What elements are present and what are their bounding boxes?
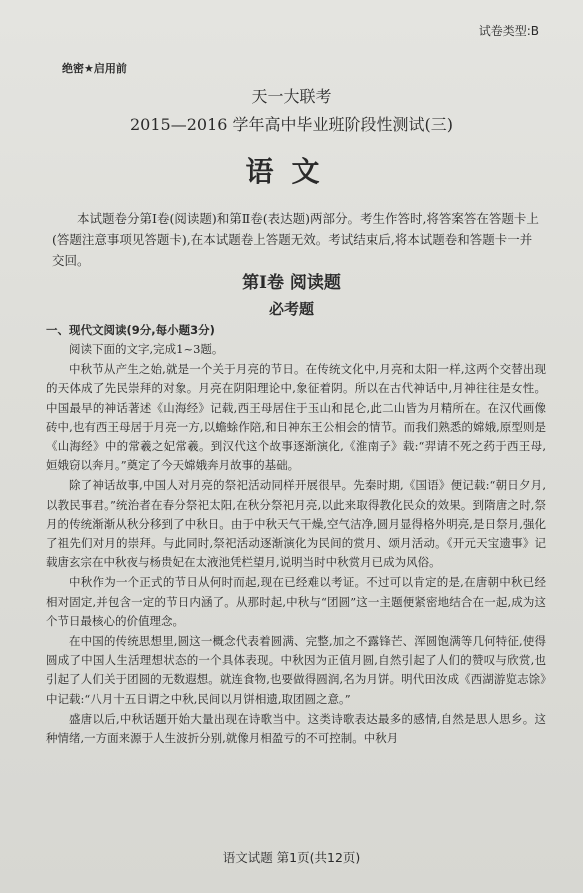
subject-title: 语文 — [245, 155, 338, 188]
passage-paragraph: 在中国的传统思想里,圆这一概念代表着圆满、完整,加之不露锋芒、浑圆饱满等几何特征,使得圆成了中国人生活理想状态的一个具体表现。中秋因为正值月圆,自然引起了人们的赞叹与欣赏,也引起了人们关于团圆的无数遐想。就连食物,也要做得圆润,名为月饼。明代田汝成《西湖游览志馀》中记载:“八月十五日谓之中秋,民间以月饼相遗,取团圆之意。” — [46, 634, 546, 706]
exam-title-line2: 2015—2016 学年高中毕业班阶段性测试(三) — [129, 115, 453, 134]
passage-paragraph: 除了神话故事,中国人对月亮的祭祀活动同样开展很早。先秦时期,《国语》便记载:“朝日夕月,以教民事君。”统治者在春分祭祀太阳,在秋分祭祀月亮,以此来取得教化民众的效果。到隋唐之时,祭月的传统渐渐从秋分移到了中秋日。由于中秋天气干燥,空气洁净,圆月显得格外明亮,是日祭月,强化了祖先们对月的崇拜。与此同时,祭祀活动逐渐演化为民间的赏月、颂月活动。《开元天宝遗事》记载唐玄宗在中秋夜与杨贵妃在太液池凭栏望月,说明当时中秋赏月已成为风俗。 — [46, 478, 546, 570]
section-title: 必考题 — [268, 300, 314, 318]
instructions-text: 本试题卷分第Ⅰ卷(阅读题)和第Ⅱ卷(表达题)两部分。考生作答时,将答案答在答题卡上(答题注意事项见答题卡),在本试题卷上答题无效。考试结束后,将本试题卷和答题卡一并交回。 — [52, 211, 539, 268]
passage-paragraph: 中秋节从产生之始,就是一个关于月亮的节日。在传统文化中,月亮和太阳一样,这两个交替出现的天体成了先民崇拜的对象。月亮在阴阳理论中,象征着阴。所以在古代神话中,月神往往是女性。中国最早的神话著述《山海经》记载,西王母居住于玉山和昆仑,此二山皆为月精所在。在汉代画像砖中,也有西王母居于月亮一方,以蟾蜍作陪,和日神东王公相会的情节。而我们熟悉的嫦娥,原型则是《山海经》中的常羲之妃常羲。到汉代这个故事逐渐演化,《淮南子》载:“羿请不死之药于西王母,姮娥窃以奔月。”奠定了今天嫦娥奔月故事的基础。 — [46, 362, 546, 473]
confidential-mark: 绝密★启用前 — [62, 62, 127, 75]
passage-paragraph: 中秋作为一个正式的节日从何时而起,现在已经难以考证。不过可以肯定的是,在唐朝中秋已经相对固定,并包含一定的节日内涵了。从那时起,中秋与“团圆”这一主题便紧密地结合在一起,成为这个节日最核心的价值理念。 — [46, 575, 546, 628]
question-header: 一、现代文阅读(9分,每小题3分) — [46, 323, 215, 337]
passage-paragraph: 阅读下面的文字,完成1~3题。 — [69, 342, 224, 356]
passage-paragraph: 盛唐以后,中秋话题开始大量出现在诗歌当中。这类诗歌表达最多的感情,自然是思人思乡。这种情绪,一方面来源于人生波折分别,就像月相盈亏的不可控制。中秋月 — [46, 711, 546, 746]
exam-title-line1: 天一大联考 — [251, 87, 332, 106]
exam-type-label: 试卷类型:B — [478, 24, 539, 38]
part-title: 第Ⅰ卷 阅读题 — [242, 273, 341, 293]
page-footer: 语文试题 第1页(共12页) — [222, 850, 361, 865]
reading-passage — [46, 340, 546, 749]
